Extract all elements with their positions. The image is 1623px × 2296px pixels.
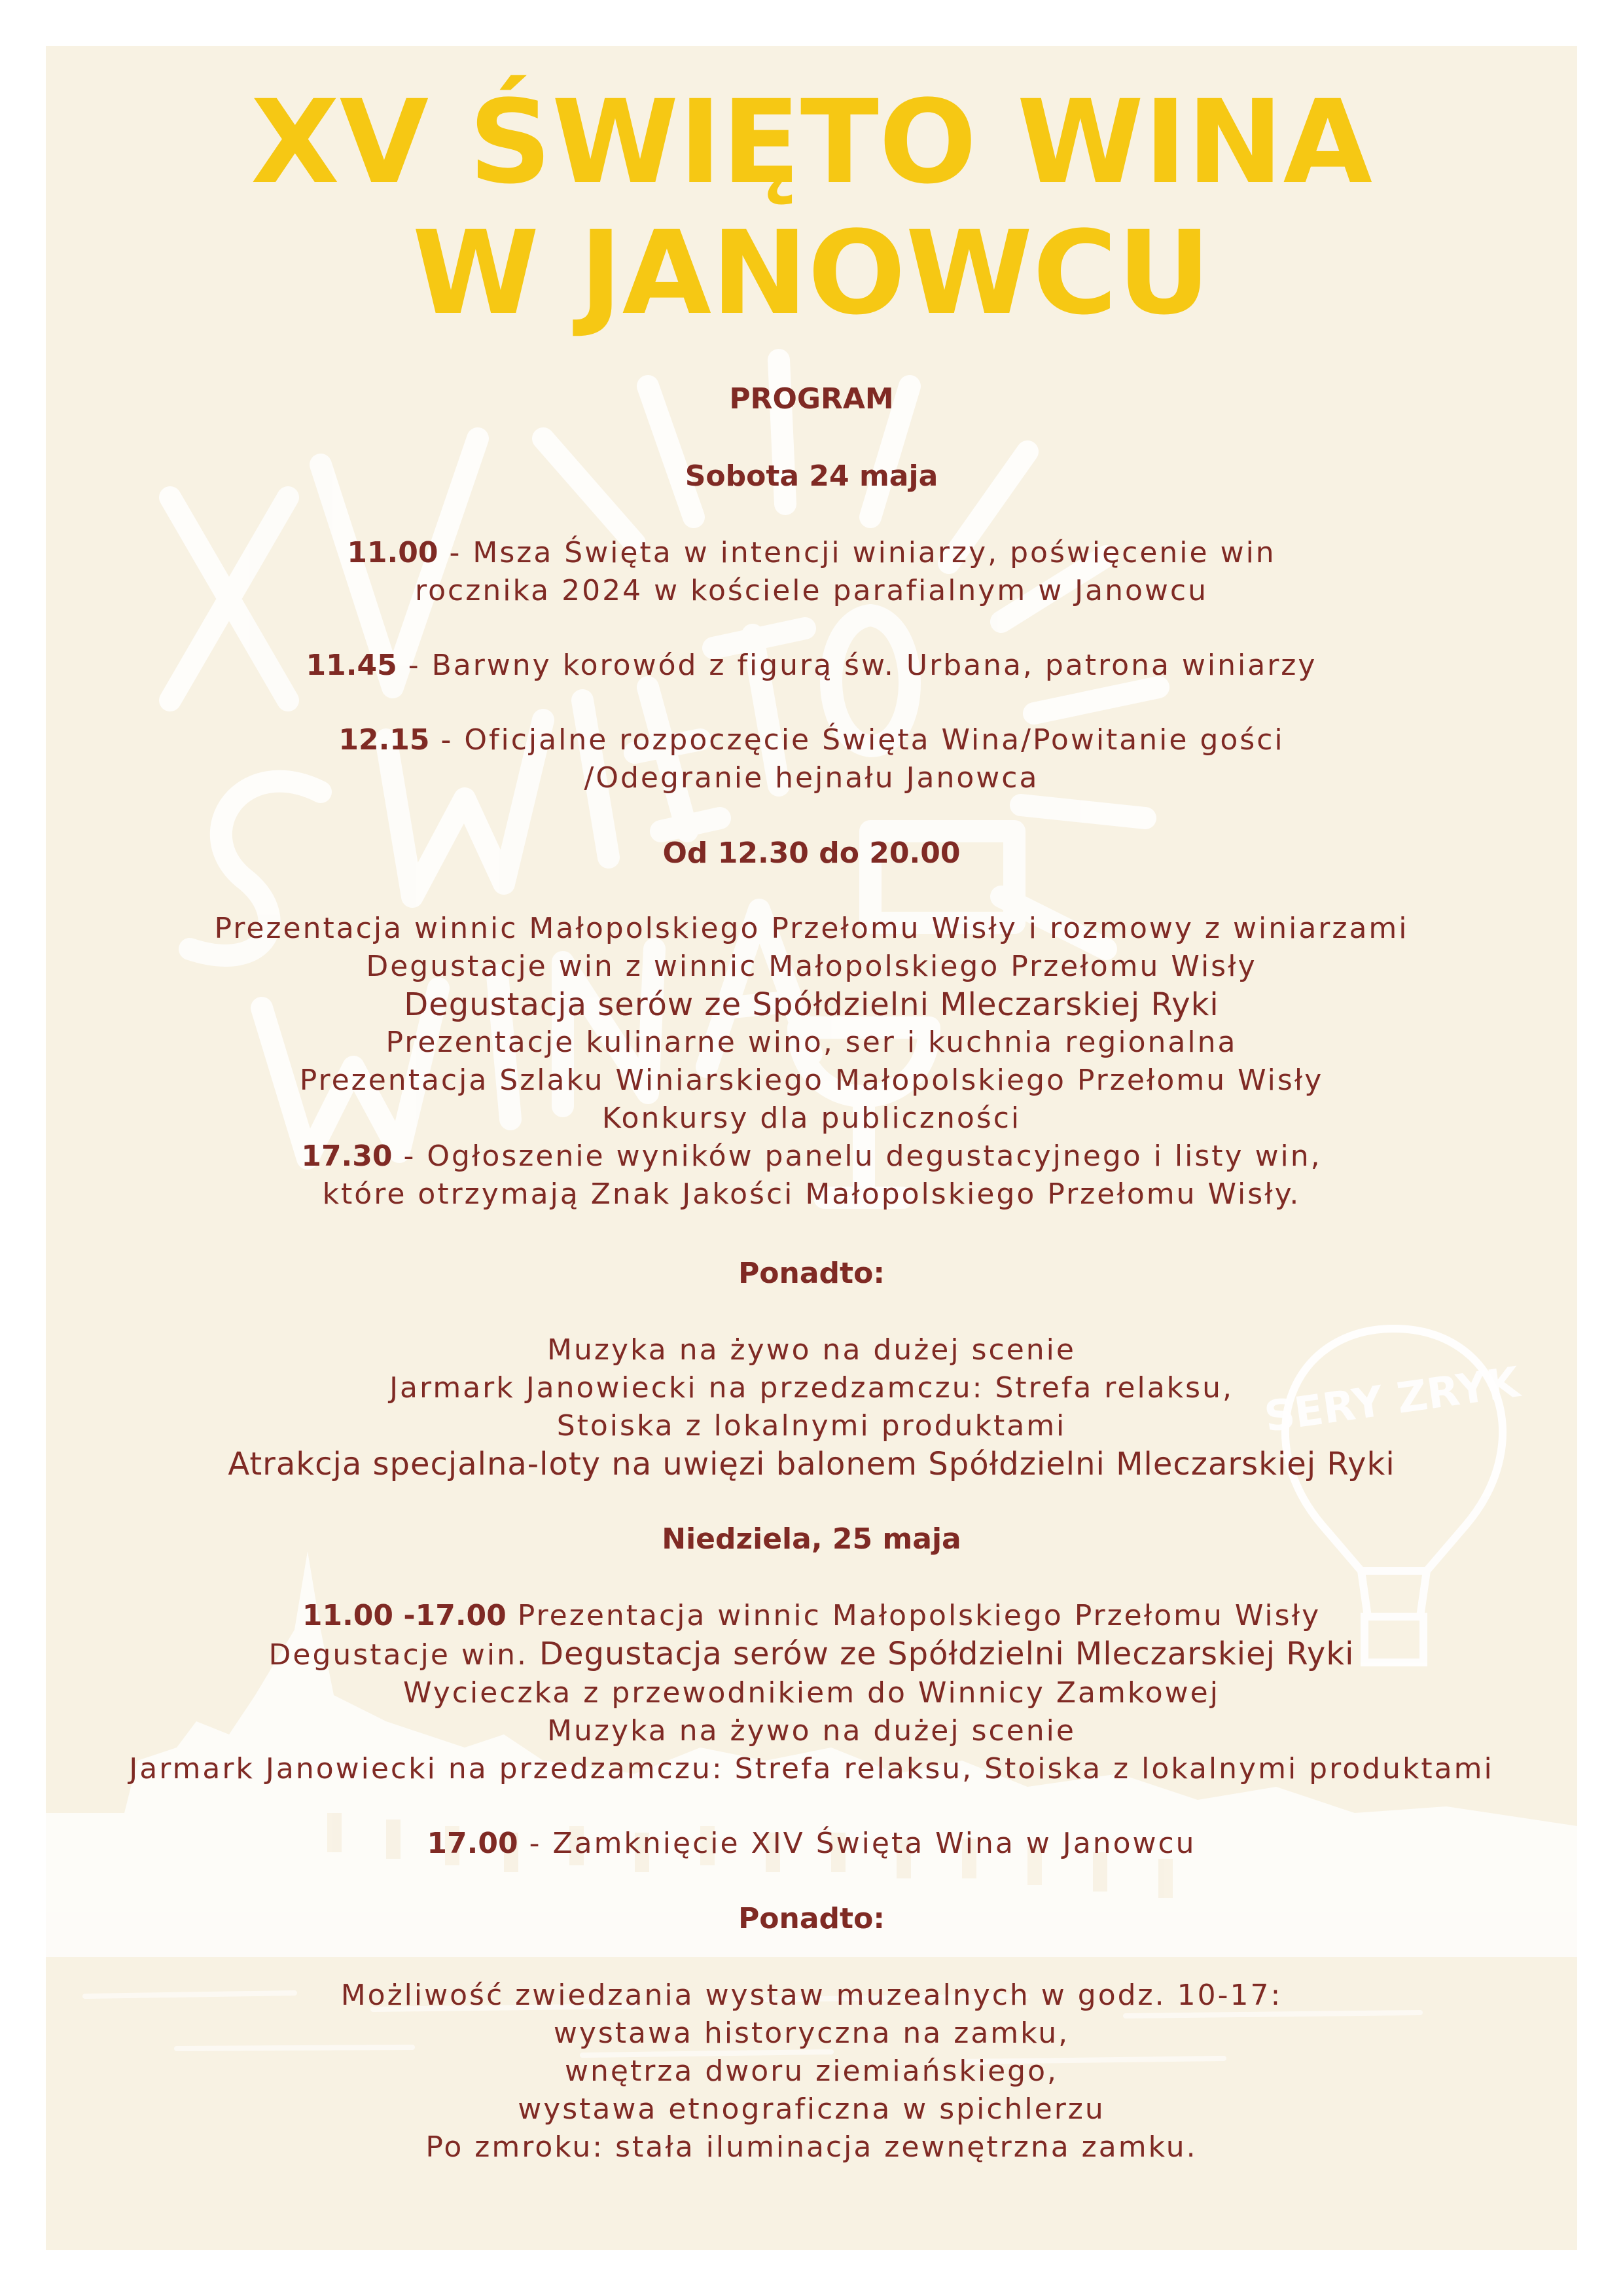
balloon-logo-text: SERY ZRYK	[1261, 1358, 1523, 1443]
sat-also-item: Jarmark Janowiecki na przedzamczu: Strefa relaksu,	[389, 1371, 1234, 1405]
poster	[46, 46, 1577, 2250]
sun-also-item: Możliwość zwiedzania wystaw muzealnych w godz. 10-17:	[340, 1979, 1283, 2012]
program-label: PROGRAM	[729, 382, 894, 416]
sun-also-item: wnętrza dworu ziemiańskiego,	[565, 2054, 1058, 2088]
saturday-also-heading: Ponadto:	[738, 1257, 885, 1290]
sun-item: Muzyka na żywo na dużej scenie	[547, 1714, 1076, 1748]
event-text: - Zamknięcie XIV Święta Wina w Janowcu	[518, 1827, 1196, 1860]
title-line-2: W JANOWCU	[412, 206, 1211, 340]
sat-item: Degustacja serów ze Spółdzielni Mleczarskiej Ryki	[404, 986, 1219, 1023]
sat-also-item: Stoiska z lokalnymi produktami	[556, 1409, 1067, 1443]
saturday-range-heading: Od 12.30 do 20.00	[662, 836, 961, 870]
sat-item: Prezentacja winnic Małopolskiego Przełomu Wisły i rozmowy z winiarzami	[214, 912, 1409, 945]
sun-also-item: wystawa etnograficzna w spichlerzu	[518, 2092, 1105, 2126]
sunday-heading: Niedziela, 25 maja	[662, 1522, 961, 1556]
sat-event-4-line-1	[46, 1138, 1577, 1175]
sun-item: Wycieczka z przewodnikiem do Winnicy Zamkowej	[403, 1676, 1220, 1710]
sat-event-3-line-1	[46, 721, 1577, 759]
event-time: 11.00	[347, 536, 438, 569]
event-text: - Barwny korowód z figurą św. Urbana, patrona winiarzy	[397, 649, 1317, 682]
sun-item: Jarmark Janowiecki na przedzamczu: Strefa relaksu, Stoiska z lokalnymi produktami	[129, 1752, 1494, 1785]
event-text: - Ogłoszenie wyników panelu degustacyjnego i listy win,	[392, 1139, 1322, 1173]
sat-event-2	[46, 647, 1577, 685]
sat-event-4-line-2: które otrzymają Znak Jakości Małopolskiego Przełomu Wisły.	[322, 1177, 1301, 1211]
saturday-heading: Sobota 24 maja	[685, 459, 938, 493]
sun-also-item: wystawa historyczna na zamku,	[553, 2017, 1070, 2050]
sat-also-item: Atrakcja specjalna-loty na uwięzi balonem Spółdzielni Mleczarskiej Ryki	[228, 1446, 1395, 1482]
event-text: - Msza Święta w intencji winiarzy, poświęcenie win	[438, 536, 1276, 569]
poster-title	[46, 77, 1577, 339]
sat-also-item: Muzyka na żywo na dużej scenie	[547, 1333, 1076, 1367]
event-time: 12.15	[338, 723, 430, 757]
sat-item: Prezentacje kulinarne wino, ser i kuchnia regionalna	[385, 1026, 1238, 1059]
sat-event-1-line-1	[46, 534, 1577, 572]
sun-line-2b: Degustacja serów ze Spółdzielni Mleczarskiej Ryki	[539, 1636, 1355, 1672]
event-time: 17.00	[427, 1827, 518, 1860]
sun-event-2	[46, 1825, 1577, 1863]
program-content	[46, 380, 1577, 2166]
event-time: 11.00 -17.00	[302, 1599, 507, 1632]
sat-item: Konkursy dla publiczności	[601, 1102, 1022, 1135]
sun-also-item: Po zmroku: stała iluminacja zewnętrzna zamku.	[425, 2130, 1198, 2164]
sat-event-1-line-2: rocznika 2024 w kościele parafialnym w Janowcu	[415, 574, 1208, 607]
sat-item: Degustacje win z winnic Małopolskiego Przełomu Wisły	[366, 950, 1257, 983]
event-text: - Oficjalne rozpoczęcie Święta Wina/Powitanie gości	[429, 723, 1285, 757]
sunday-also-heading: Ponadto:	[738, 1902, 885, 1935]
event-time: 17.30	[301, 1139, 393, 1173]
event-text: Prezentacja winnic Małopolskiego Przełomu Wisły	[506, 1599, 1321, 1632]
sun-line-2a: Degustacje win.	[268, 1638, 539, 1672]
sat-event-3-line-2: /Odegranie hejnału Janowca	[584, 761, 1039, 795]
event-time: 11.45	[306, 649, 397, 682]
sun-line-2	[46, 1635, 1577, 1674]
title-line-1: XV ŚWIĘTO WINA	[251, 75, 1372, 209]
sat-item: Prezentacja Szlaku Winiarskiego Małopolskiego Przełomu Wisły	[299, 1064, 1324, 1097]
sun-event-1	[46, 1597, 1577, 1635]
